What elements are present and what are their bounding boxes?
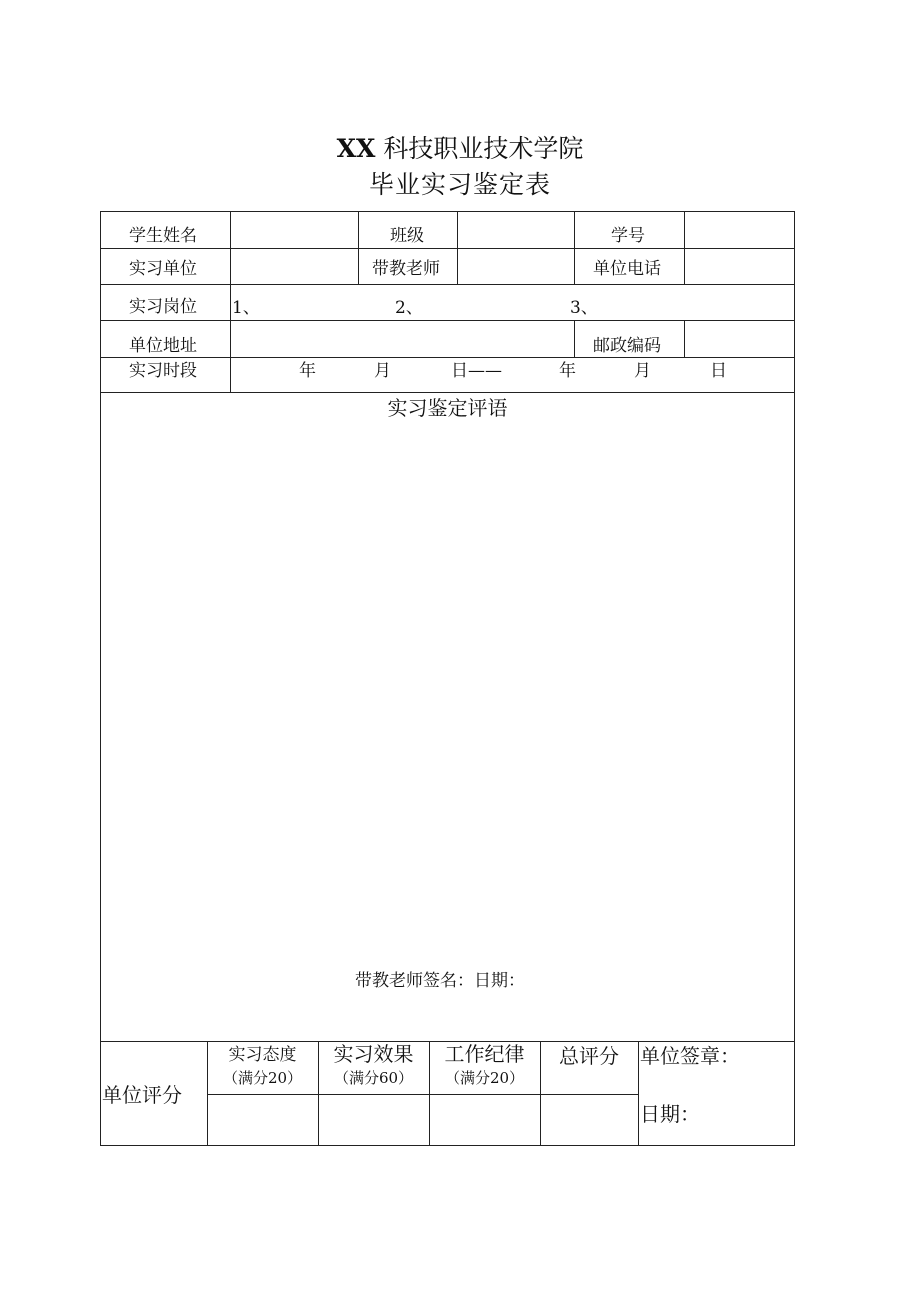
attitude-header: 实习态度 — [228, 1045, 297, 1065]
address-label: 单位地址 — [129, 336, 197, 356]
row-divider — [100, 248, 795, 249]
evaluation-form-table — [100, 211, 795, 1146]
column-divider — [574, 211, 575, 285]
unit-phone-label: 单位电话 — [593, 259, 661, 279]
post-label: 实习岗位 — [129, 297, 197, 317]
row-divider — [100, 392, 795, 393]
student-id-label: 学号 — [611, 226, 645, 246]
unit-seal-label: 单位签章： — [640, 1044, 740, 1068]
post-item-2: 2、 — [395, 298, 423, 318]
period-month-end: 月 — [634, 361, 651, 381]
teacher-signature-line: 带教老师签名：日期： — [355, 971, 525, 991]
postcode-label: 邮政编码 — [593, 336, 661, 356]
class-label: 班级 — [390, 226, 424, 246]
unit-label: 实习单位 — [129, 259, 197, 279]
seal-date-label: 日期： — [640, 1102, 700, 1126]
unit-score-label: 单位评分 — [102, 1083, 182, 1107]
period-year-start: 年 — [299, 361, 316, 381]
column-divider — [358, 211, 359, 285]
post-item-3: 3、 — [570, 298, 598, 318]
school-name — [0, 132, 920, 166]
column-divider — [574, 320, 575, 357]
discipline-max: （满分20） — [444, 1069, 525, 1087]
school-prefix: XX — [336, 134, 376, 163]
attitude-max: （满分20） — [222, 1069, 303, 1087]
total-score-header: 总评分 — [559, 1044, 619, 1068]
student-name-label: 学生姓名 — [129, 226, 197, 246]
period-month-start: 月 — [374, 361, 391, 381]
row-divider — [100, 357, 795, 358]
period-day-end: 日 — [710, 361, 727, 381]
column-divider — [457, 211, 458, 285]
post-item-1: 1、 — [232, 298, 260, 318]
effect-max: （满分60） — [333, 1069, 414, 1087]
column-divider — [684, 320, 685, 357]
period-year-end: 年 — [559, 361, 576, 381]
column-divider — [638, 1041, 639, 1146]
row-divider — [207, 1094, 638, 1095]
form-title: 毕业实习鉴定表 — [368, 170, 551, 199]
teacher-label: 带教老师 — [372, 259, 440, 279]
school-name-text: 科技职业技术学院 — [383, 134, 584, 163]
evaluation-heading: 实习鉴定评语 — [387, 396, 508, 420]
period-day-start: 日—— — [451, 361, 502, 381]
period-label: 实习时段 — [129, 361, 197, 381]
effect-header: 实习效果 — [333, 1042, 414, 1066]
discipline-header: 工作纪律 — [444, 1042, 525, 1066]
row-divider — [100, 320, 795, 321]
row-divider — [100, 284, 795, 285]
column-divider — [230, 211, 231, 393]
column-divider — [684, 211, 685, 285]
